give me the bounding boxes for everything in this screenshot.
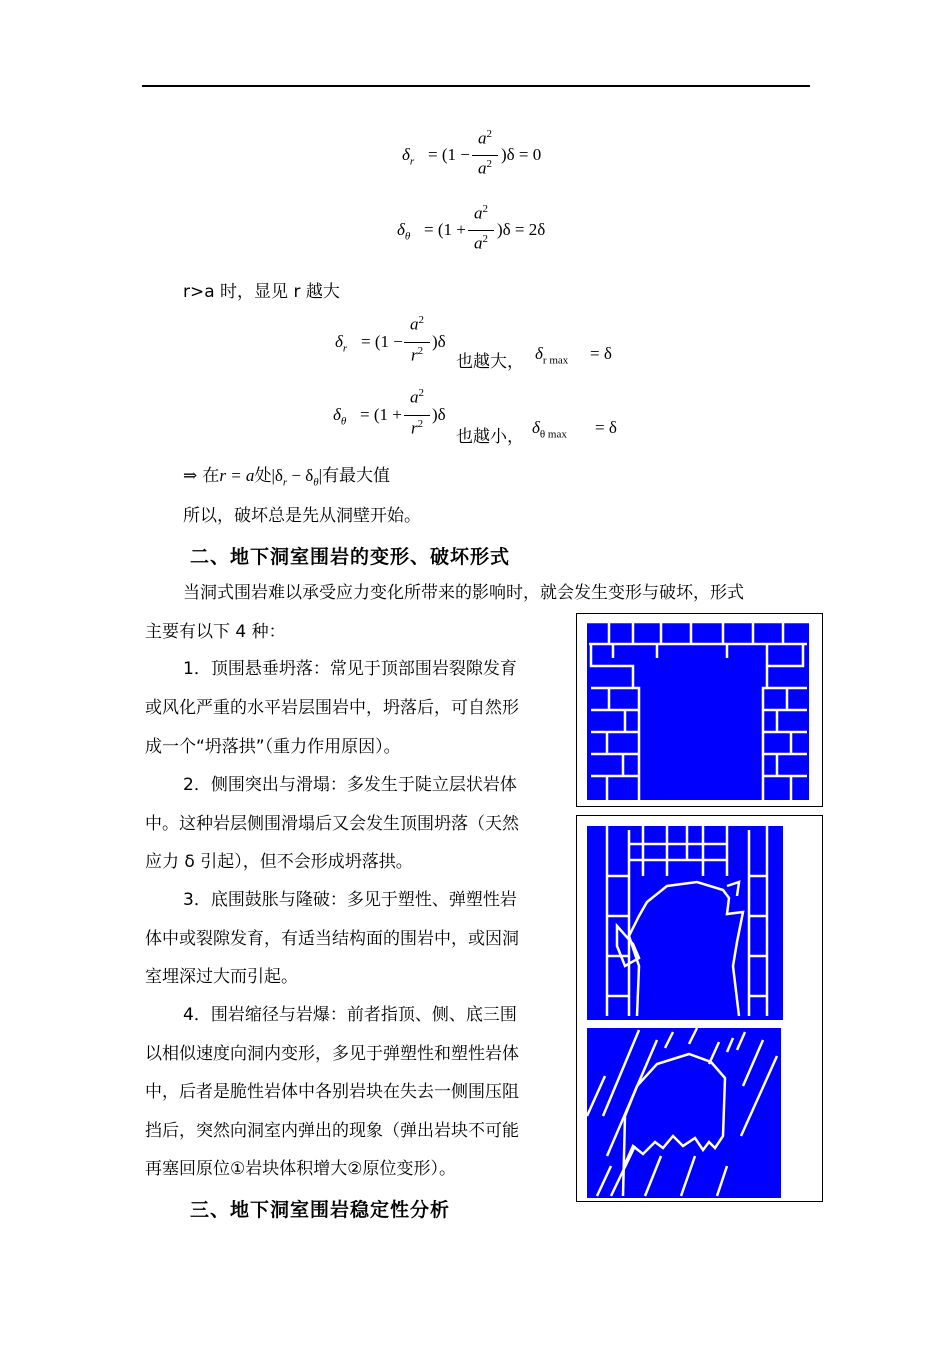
item4-line-5: 再塞回原位①岩块体积增大②原位变形）。 — [145, 1159, 456, 1179]
sidewall-slide-drawing — [577, 816, 822, 1201]
item4-line-2: 以相似速度向洞内变形，多见于弹塑性和塑性岩体 — [145, 1044, 519, 1064]
roof-collapse-drawing — [577, 614, 822, 806]
item3-line-2: 体中或裂隙发育，有适当结构面的围岩中，或因洞 — [145, 929, 519, 949]
header-rule — [142, 85, 810, 87]
section-heading-2: 二、地下洞室围岩的变形、破坏形式 — [190, 546, 511, 568]
item1-line-2: 或风化严重的水平岩层围岩中，坍落后，可自然形 — [145, 698, 519, 718]
figure-sidewall-and-squeeze — [576, 815, 823, 1202]
section-heading-3: 三、地下洞室围岩稳定性分析 — [190, 1199, 451, 1221]
text-r-greater-a: r>a 时，显见 r 越大 — [183, 282, 340, 302]
item4-line-3: 中，后者是脆性岩体中各别岩块在失去一侧围压阻 — [145, 1082, 519, 1102]
item4-line-1: 4．围岩缩径与岩爆：前者指顶、侧、底三围 — [183, 1005, 517, 1025]
para-intro-line-1: 当洞式围岩难以承受应力变化所带来的影响时，就会发生变形与破坏，形式 — [183, 583, 744, 603]
item4-line-4: 挡后，突然向洞室内弹出的现象（弹出岩块不可能 — [145, 1121, 519, 1141]
item1-line-1: 1．顶围悬垂坍落：常见于顶部围岩裂隙发育 — [183, 659, 517, 679]
item1-line-3: 成一个“坍落拱”（重力作用原因）。 — [145, 737, 401, 757]
item2-line-1: 2．侧围突出与滑塌：多发生于陡立层状岩体 — [183, 775, 517, 795]
item3-line-1: 3．底围鼓胀与隆破：多见于塑性、弹塑性岩 — [183, 890, 517, 910]
conclusion-line: ⇒ 在r = a处$|\delta_r - \delta_\theta|$有最大值 — [183, 466, 391, 489]
item2-line-3: 应力 δ 引起），但不会形成坍落拱。 — [145, 852, 413, 872]
item3-line-3: 室埋深过大而引起。 — [145, 967, 298, 987]
figure-roof-collapse — [576, 613, 823, 807]
text-so-failure-starts: 所以，破坏总是先从洞壁开始。 — [183, 506, 421, 526]
para-intro-line-2: 主要有以下 4 种： — [145, 622, 286, 642]
item2-line-2: 中。这种岩层侧围滑塌后又会发生顶围坍落（天然 — [145, 814, 519, 834]
